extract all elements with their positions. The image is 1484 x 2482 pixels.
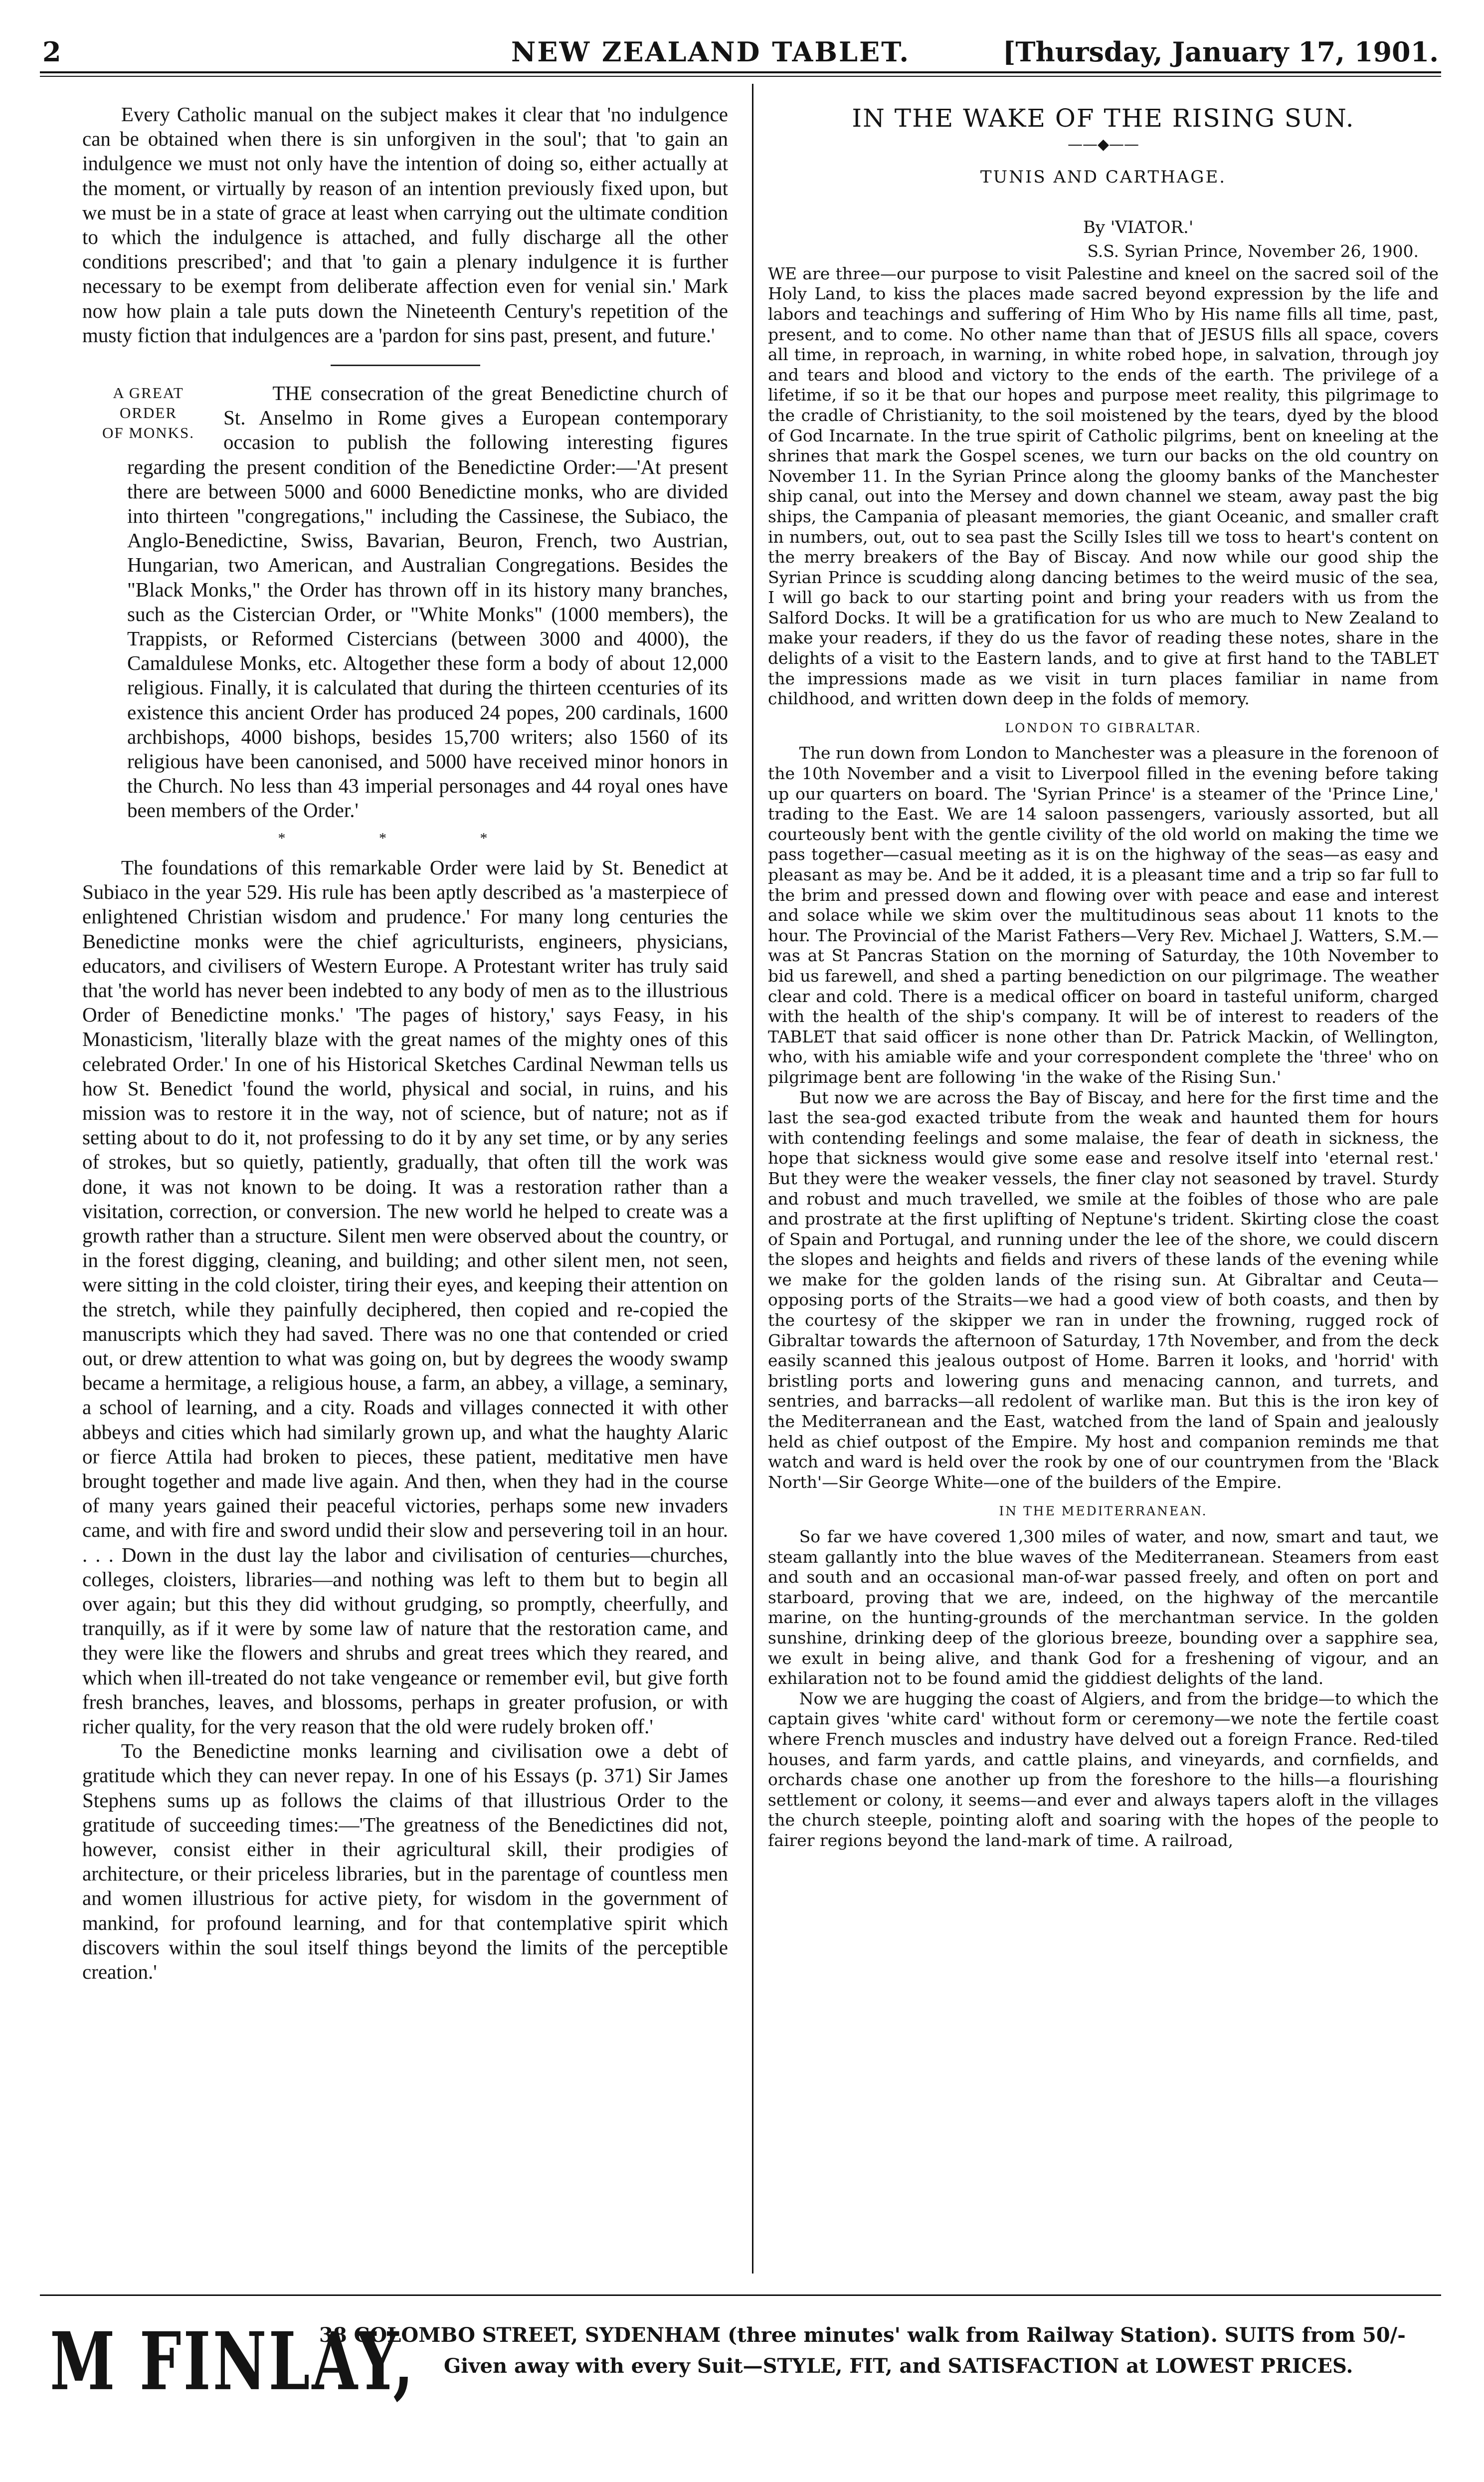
paragraph-indulgences: Every Catholic manual on the subject makes it clear that 'no indulgence can be obtained when there is sin unforgiven in the soul'; that 'to gain an indulgence we must not only have the intention of doing so, either actually at the moment, or virtually by reason of an intention previously fixed upon, but we must be in a state of grace at least when carrying out the ultimate condition to which the indulgence is attached, and fully discharge all the other conditions prescribed'; and that 'to gain a plenary indulgence it is further necessary to be exempt from deliberate affection even for venial sin.' Mark now how plain a tale puts down the Nineteenth Century's repetition of the musty fiction that indulgences are a 'pardon for sins past, present, and future.' [82,103,728,347]
paragraph-benedictine-figures [102,381,728,823]
advertiser-name: M FINLAY, [50,2314,416,2408]
paragraph-gratitude: To the Benedictine monks learning and civilisation owe a debt of gratitude which they can never repay. In one of his Essays (p. 371) Sir James Stephens sums up as follows the claims of that illustrious Order to the gratitude of succeeding times:—'The greatness of the Benedictines did not, however, consist either in their agricultural skill, their prodigies of architecture, or their priceless libraries, but in the parentage of countless men and women illustrious for active piety, for wisdom in the government of mankind, for profound learning, and for that contemplative spirit which discovers within the soul itself things beyond the limits of the perceptible creation.' [82,1739,728,1984]
right-column [768,102,1439,2277]
section-heading-mediterranean: IN THE MEDITERRANEAN. [999,1504,1208,1519]
page-number: 2 [42,36,61,68]
title-ornament: ——◆—— [1067,136,1139,153]
article-subtitle: TUNIS AND CARTHAGE. [980,167,1227,187]
publication-title: NEW ZEALAND TABLET. [511,36,911,68]
advertisement-line2: Given away with every Suit—STYLE, FIT, and SATISFACTION at LOWEST PRICES. [444,2354,1353,2378]
footer-rule [40,2294,1441,2296]
byline: By 'VIATOR.' [1083,217,1194,237]
advertisement [50,2314,1436,2424]
paragraph-algiers: Now we are hugging the coast of Algiers, and from the bridge—to which the captain gives 'white card' without form or ceremony—we note the fertile coast where French muscles and industry have delved out a foreign France. Red-tiled houses, and farm yards, and cattle plains, and vineyards, and cornfields, and orchards chase one another up from the foreshore to the hills—a flourishing settlement or colony, it seems—and ever and always tapers aloft in the villages the church steeple, pointing aloft and soaring with the hopes of the people to fairer regions beyond the land-mark of time. A railroad, [768,1688,1439,1850]
paragraph-biscay: But now we are across the Bay of Biscay, and here for the first time and the last the sea-god exacted tribute from the weak and haunted them for hours with contending feelings and some malaise, the fear of death in sickness, the hope that sickness would give some ease and resolve itself into 'eternal rest.' But they were the weaker vessels, the finer clay not seasoned by travel. Sturdy and robust and much travelled, we smile at the foibles of those who are pale and prostrate at the first uplifting of Neptune's trident. Skirting close the coast of Spain and Portugal, and running under the lee of the shore, we could discern the slopes and heights and fields and rivers of these lands of the evening while we make for the golden lands of the rising sun. At Gibraltar and Ceuta—opposing ports of the Straits—we had a good view of both coasts, and then by the courtesy of the skipper we ran in under the frowning, rugged rock of Gibraltar towards the afternoon of Saturday, 17th November, and from the deck easily scanned this jealous outpost of Home. Barren it looks, and 'horrid' with bristling ports and lowering guns and menacing cannon, and turrets, and sentries, and barracks—all redolent of warlike man. But this is the iron key of the Mediterranean and the East, watched from the land of Spain and jealously held as chief outpost of the Empire. My host and companion reminds me that watch and ward is held over the rook by one of our countrymen from the 'Black North'—Sir George White—one of the builders of the Empire. [768,1087,1439,1492]
header-rule [40,71,1441,73]
left-column [82,102,728,2277]
header-rule-thin [40,76,1441,77]
section-heading-london-gibraltar: LONDON TO GIBRALTAR. [1005,720,1202,735]
dateline: S.S. Syrian Prince, November 26, 1900. [1087,241,1419,261]
article-title: IN THE WAKE OF THE RISING SUN. [852,104,1355,133]
paragraph-london-run: The run down from London to Manchester was a pleasure in the forenoon of the 10th November and a visit to Liverpool filled in the evening before taking up our quarters on board. The 'Syrian Prince' is a steamer of the 'Prince Line,' trading to the East. We are 14 saloon passengers, variously assorted, but all courteously bent with the gentle civility of the old world on making the time we pass together—casual meeting as it is on the highway of the seas—as easy and pleasant as may be. And be it added, it is a pleasant time and a trip so far full to the brim and pressed down and flowing over with peace and ease and interest and solace while we skim over the multitudinous seas about 11 knots to the hour. The Provincial of the Marist Fathers—Very Rev. Michael J. Watters, S.M.—was at St Pancras Station on the morning of Saturday, the 10th November to bid us farewell, and shed a parting benediction on our pilgrimage. The weather clear and cold. There is a medical officer on board in tasteful uniform, charged with the health of the ship's company. It will be of interest to readers of the TABLET that said officer is none other than Dr. Patrick Mackin, of Wellington, who, with his amiable wife and your correspondent complete the 'three' who on pilgrimage bent are following 'in the wake of the Rising Sun.' [768,743,1439,1087]
paragraph-text: are three—our purpose to visit Palestine and kneel on the sacred soil of the Holy Land, to kiss the places made sacred beyond expression by the life and labors and teachings and suffering of Him Who by His name fills all time, past, present, and to come. No other name than that of JESUS fills all space, covers all time, in reproach, in warning, in white robed hope, in salvation, through joy and tears and blood and victory to the ends of the earth. The privilege of a lifetime, if so it be that our hopes and purpose meet reality, this pilgrimage to the cradle of Christianity, to the soil moistened by the tears, dyed by the blood of God Incarnate. In the true spirit of Catholic pilgrims, bent on kneeling at the shrines that mark the Gospel scenes, we turn our backs on the old country on November 11. In the Syrian Prince along the gloomy banks of the Manchester ship canal, out into the Mersey and down channel we steam, away past the big ships, the Campania of pleasant memories, the giant Oceanic, and smaller craft in numbers, out, out to sea past the Scilly Isles till we toss to heart's content on the merry breakers of the Bay of Biscay. And now while our good ship the Syrian Prince is scudding along dancing betimes to the weird music of the sea, I will go back to our starting point and bring your readers with us from the Salford Docks. It will be a gratification for us who are much to New Zealand to make your readers, if they do us the favor of reading these notes, share in the delights of a visit to the Eastern lands, and to give at first hand to the TABLET the impressions made as we visit in turn places familiar in name from childhood, and written down deep in the folds of memory. [768,263,1439,709]
issue-date: [Thursday, January 17, 1901. [1002,36,1439,68]
column-divider [752,84,753,2274]
asterism: * * * [278,829,533,846]
section-divider [331,365,480,366]
paragraph-text: consecration of the great Benedictine church of St. Anselmo in Rome gives a European contemporary occasion to publish the following interesting figures regarding the present condition of the Benedictine Order:—'At present there are between 5000 and 6000 Benedictine monks, who are divided into thirteen "congregations," including the Cassinese, the Subiaco, the Anglo-Benedictine, Swiss, Bavarian, Beuron, French, two Austrian, Hungarian, two American, and Australian Congregations. Besides the "Black Monks," the Order has thrown off in its history many branches, such as the Cistercian Order, or "White Monks" (1000 members), the Trappists, or Reformed Cistercians (between 3000 and 4000), the Camaldulese Monks, etc. Altogether these form a body of about 12,000 religious. Finally, it is calculated that during the thirteen ccenturies of its existence this ancient Order has produced 24 popes, 200 cardinals, 1600 archbishops, 4000 bishops, besides 15,700 writers; also 1560 of its religious have been canonised, and 5000 have received minor honors in the Church. No less than 43 imperial personages and 44 royal ones have been members of the Order.' [127,382,728,822]
paragraph-pilgrimage [768,264,1439,709]
advertisement-line1: 38 COLOMBO STREET, SYDENHAM (three minutes' walk from Railway Station). SUITS from 50/- [319,2323,1406,2347]
paragraph-mediterranean: So far we have covered 1,300 miles of water, and now, smart and taut, we steam gallantly into the blue waves of the Mediterranean. Steamers from east and south and an occasional man-of-war passed freely, and often on port and starboard, proving that we are, indeed, on the highway of the mercantile marine, on the hunting-grounds of the merchantman service. In the golden sunshine, drinking deep of the glorious breeze, bounding over a sapphire sea, we exult in being alive, and thank God for a freshening of vigour, and an exhilaration not to be found amid the giddiest delights of the land. [768,1527,1439,1688]
lead-word: WE [768,263,797,283]
masthead [42,36,1439,71]
paragraph-foundations: The foundations of this remarkable Order were laid by St. Benedict at Subiaco in the year 529. His rule has been aptly described as 'a masterpiece of enlightened Christian wisdom and prudence.' For many long centuries the Benedictine monks were the chief agriculturists, engineers, physicians, educators, and civilisers of Western Europe. A Protestant writer has truly said that 'the world has never been indebted to any body of men as to the illustrious Order of Benedictine monks.' 'The pages of history,' says Feasy, in his Monasticism, 'literally blaze with the great names of the mighty ones of this celebrated Order.' In one of his Historical Sketches Cardinal Newman tells us how St. Benedict 'found the world, physical and social, in ruins, and his mission was to restore it in the way, not of science, but of nature; not as if setting about to do it, not professing to do it by any set time, or by any series of strokes, but so quietly, patiently, gradually, that often till the work was done, it was not known to be doing. It was a restoration rather than a visitation, correction, or conversion. The new world he helped to create was a growth rather than a structure. Silent men were observed about the country, or in the forest digging, cleaning, and building; and other silent men, not seen, were sitting in the cold cloister, tiring their eyes, and keeping their attention on the stretch, while they painfully deciphered, then copied and re-copied the manuscripts which they had saved. There was no one that contended or cried out, or drew attention to what was going on, but by degrees the woody swamp became a hermitage, a religious house, a farm, an abbey, a village, a seminary, a school of learning, and a city. Roads and villages connected it with other abbeys and cities which had similarly grown up, and what the haughty Alaric or fierce Attila had broken to pieces, these patient, meditative men have brought together and made live again. And then, when they had in the course of many years gained their peaceful victories, perhaps some new invaders came, and with fire and sword undid their slow and persevering toil in an hour. . . . Down in the dust lay the labor and civilisation of centuries—churches, colleges, cloisters, libraries—and nothing was left to them but to begin all over again; but this they did without grudging, so promptly, cheerfully, and tranquilly, as if it were by some law of nature that the restoration came, and they were like the flowers and shrubs and great trees which they reared, and which when ill-treated do not take vengeance or remember evil, but give forth fresh branches, leaves, and blossoms, perhaps in greater profusion, or with richer quality, for the very reason that the old were rudely broken off.' [82,855,728,1738]
side-heading-line2: OF MONKS. [102,424,195,442]
lead-word: THE [272,382,313,405]
side-heading [82,383,214,443]
side-heading-line1: A GREAT ORDER [113,384,184,422]
